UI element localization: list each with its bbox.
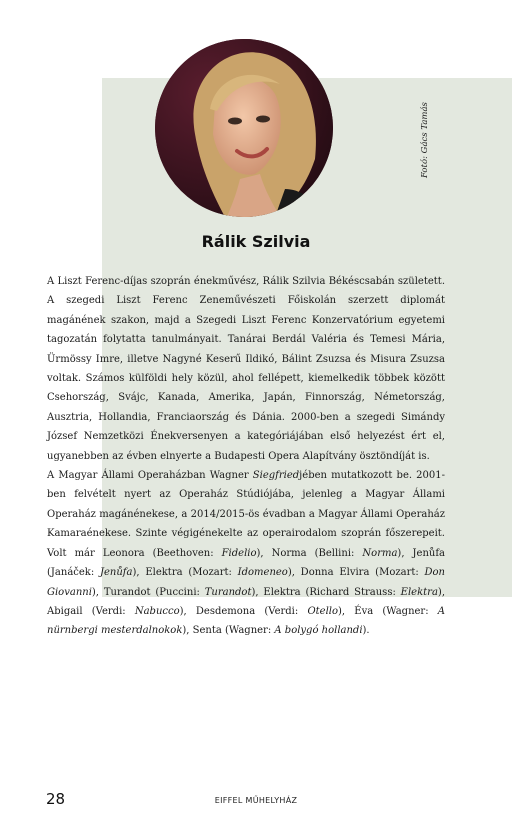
work-title: Don Giovanni: [47, 567, 445, 598]
work-title: A nürnbergi mesterdalnokok: [47, 605, 445, 637]
work-title: Norma: [362, 547, 398, 559]
bio-text: ).: [362, 625, 370, 637]
photo-credit: Fotó: Gács Tamás: [420, 102, 430, 178]
footer-brand: EIFFEL MŰHELYHÁZ: [214, 796, 298, 805]
bio-text: jében mutatkozott be. 2001-ben felvételt nyert az Operaház Stúdiójába, jelenleg a Magyar Állami Operaház magánénekese, a 2014/2015-ös évadban a Magyar Állami Operaház Kamaraénekese. Szinte végigénekelte az operairodalom szoprán főszerepeit. Volt már Leonora (Beethoven:: [47, 470, 446, 559]
bio-text: ), Éva (Wagner:: [338, 605, 438, 617]
portrait-photo: [155, 39, 333, 217]
bio-text: ), Elektra (Mozart:: [132, 567, 238, 579]
bio-text: ), Jenůfa (Janáček:: [47, 547, 445, 579]
page-number: 28: [46, 790, 66, 808]
bio-text: ), Donna Elvira (Mozart:: [287, 567, 425, 579]
work-title: A bolygó hollandi: [274, 625, 363, 637]
bio-paragraph-1: [47, 272, 445, 466]
bio-text: A Liszt Ferenc-díjas szoprán énekművész, Rálik Szilvia Békéscsabán született. A szegedi Liszt Ferenc Zeneművészeti Főiskolán szerzett diplomát magánének szakon, majd a Szegedi Liszt Ferenc Konzervatórium egyetemi tagozatán folytatta tanulmányait. Tanárai Berdál Valéria és Temesi Mária, Ürmössy Imre, illetve Nagyné Keserű Ildikó, Bálint Zsuzsa és Misura Zsuzsa voltak. Számos külföldi hely közül, ahol fellépett, kiemelkedik többek között Csehország, Svájc, Kanada, Amerika, Japán, Finnország, Németország, Ausztria, Hollandia, Franciaország és Dánia. 2000-ben a szegedi Simándy József Nemzetközi Énekversenyen a kategóriájában első helyezést ért el, ugyanebben az évben elnyerte a Budapesti Opera Alapítvány ösztöndíját is.: [47, 276, 445, 462]
bio-text: ), Senta (Wagner:: [182, 625, 275, 637]
work-title: Elektra: [400, 586, 438, 598]
bio-text: ), Elektra (Richard Strauss:: [251, 586, 401, 598]
bio-text: ), Turandot (Puccini:: [91, 586, 205, 598]
bio-text: ), Abigail (Verdi:: [47, 586, 446, 617]
bio-text: ), Norma (Bellini:: [256, 547, 363, 559]
work-title: Siegfried: [252, 470, 300, 482]
bio-text: A Magyar Állami Operaházban Wagner: [47, 470, 253, 482]
work-title: Jenůfa: [100, 567, 133, 579]
work-title: Idomeneo: [237, 567, 288, 579]
work-title: Otello: [307, 605, 339, 617]
artist-name: Rálik Szilvia: [201, 232, 311, 251]
bio-paragraph-2: [47, 466, 445, 641]
work-title: Nabucco: [134, 605, 180, 617]
bio-text: ), Desdemona (Verdi:: [179, 605, 308, 617]
work-title: Fidelio: [221, 547, 257, 559]
biography: [47, 272, 445, 641]
work-title: Turandot: [204, 586, 252, 598]
